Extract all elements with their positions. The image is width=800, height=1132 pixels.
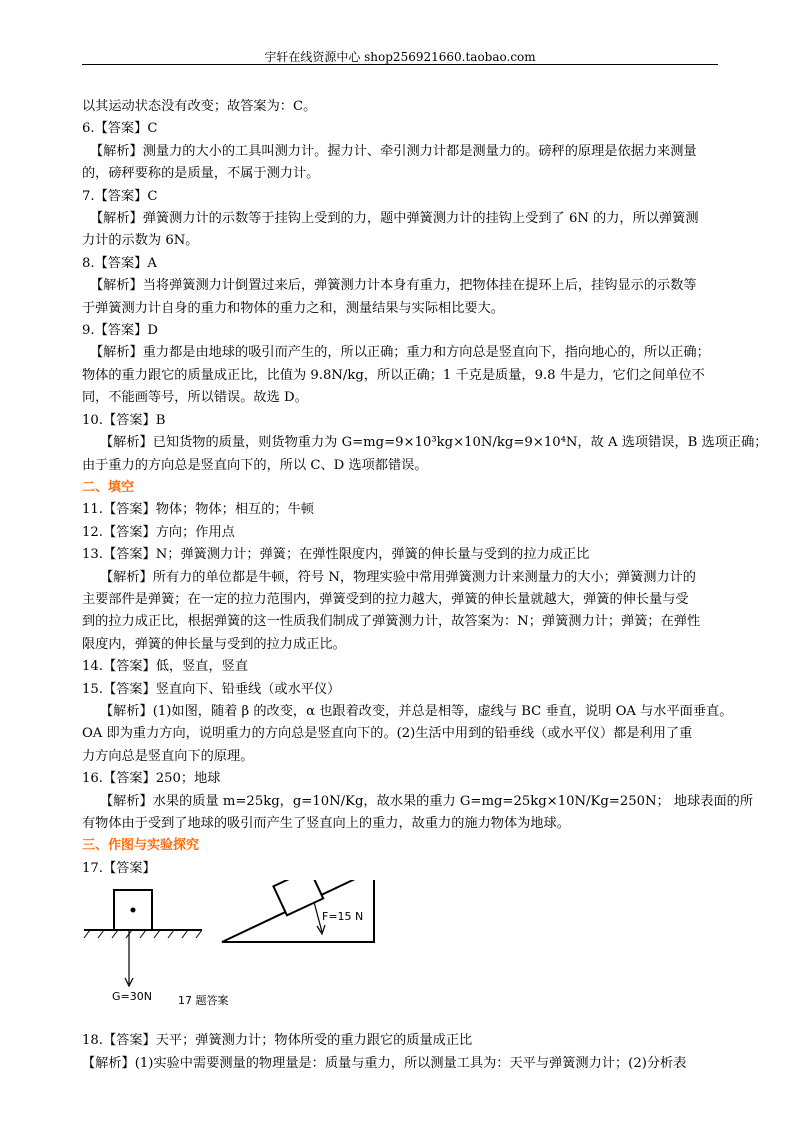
answer-line-17: 17.【答案】 xyxy=(82,860,156,876)
text-line: 的，磅秤要称的是质量，不属于测力计。 xyxy=(82,166,320,182)
analysis-line: 【解析】(1)实验中需要测量的物理量是：质量与重力，所以测量工具为：天平与弹簧测力计；(2)分析表 xyxy=(82,1055,687,1071)
analysis-line: 【解析】已知货物的质量，则货物重力为 G=mg=9×10³kg×10N/kg=9×10⁴N，故 A 选项错误，B 选项正确； xyxy=(100,435,768,451)
answer-line-15: 15.【答案】竖直向下、铅垂线（或水平仪） xyxy=(82,681,341,697)
text-line: 力方向总是竖直向下的原理。 xyxy=(82,748,254,764)
answer-line-18: 18.【答案】天平；弹簧测力计；物体所受的重力跟它的质量成正比 xyxy=(82,1033,473,1049)
text-line: 于弹簧测力计自身的重力和物体的重力之和，测量结果与实际相比要大。 xyxy=(82,300,504,316)
text-line: 以其运动状态没有改变；故答案为：C。 xyxy=(82,99,317,114)
answer-line-7: 7.【答案】C xyxy=(82,188,158,204)
analysis-line: 【解析】弹簧测力计的示数等于挂钩上受到的力，题中弹簧测力计的挂钩上受到了 6N 的力，所以弹簧测 xyxy=(90,211,699,227)
answer-line-12: 12.【答案】方向；作用点 xyxy=(82,524,235,540)
analysis-line: 【解析】测量力的大小的工具叫测力计。握力计、牵引测力计都是测量力的。磅秤的原理是依据力来测量 xyxy=(90,143,697,159)
analysis-line: 【解析】当将弹簧测力计倒置过来后，弹簧测力计本身有重力，把物体挂在提环上后，挂钩显示的示数等 xyxy=(90,278,697,294)
text-line: 力计的示数为 6N。 xyxy=(82,233,199,249)
analysis-line: 【解析】所有力的单位都是牛顿，符号 N，物理实验中常用弹簧测力计来测量力的大小；弹簧测力计的 xyxy=(100,569,696,585)
answer-17-figure xyxy=(82,880,718,1030)
answer-line-10: 10.【答案】B xyxy=(82,412,166,428)
pressure-label: F=15 N xyxy=(322,910,364,924)
answer-content xyxy=(82,96,768,1075)
answer-line-11: 11.【答案】物体；物体；相互的；牛顿 xyxy=(82,502,314,518)
answer-line-13: 13.【答案】N；弹簧测力计；弹簧；在弹性限度内，弹簧的伸长量与受到的拉力成正比 xyxy=(82,547,590,563)
gravity-label: G=30N xyxy=(112,990,152,1004)
text-line: 由于重力的方向总是竖直向下的，所以 C、D 选项都错误。 xyxy=(82,457,428,473)
analysis-line: 【解析】(1)如图，随着 β 的改变，α 也跟着改变，并总是相等，虚线与 BC 垂直，说明 OA 与水平面垂直。 xyxy=(100,703,733,719)
analysis-line: 【解析】水果的质量 m=25kg，g=10N/Kg，故水果的重力 G=mg=25kg×10N/Kg=250N； 地球表面的所 xyxy=(100,793,754,809)
text-line: 到的拉力成正比，根据弹簧的这一性质我们制成了弹簧测力计，故答案为：N；弹簧测力计；弹簧；在弹性 xyxy=(82,614,701,630)
figure-caption: 17 题答案 xyxy=(178,994,229,1008)
text-line: 同，不能画等号，所以错误。故选 D。 xyxy=(82,390,308,406)
answer-line-9: 9.【答案】D xyxy=(82,323,158,339)
text-line: 物体的重力跟它的质量成正比，比值为 9.8N/kg，所以正确；1 千克是质量，9.8 牛是力，它们之间单位不 xyxy=(82,367,705,383)
answer-line-14: 14.【答案】低，竖直，竖直 xyxy=(82,659,249,675)
section-heading-fill-blank: 二、填空 xyxy=(82,479,135,495)
text-line: 主要部件是弹簧；在一定的拉力范围内，弹簧受到的拉力越大，弹簧的伸长量就越大，弹簧的伸长量与受 xyxy=(82,591,689,607)
text-line: OA 即为重力方向，说明重力的方向总是竖直向下的。(2)生活中用到的铅垂线（或水平仪）都是利用了重 xyxy=(82,726,693,742)
analysis-line: 【解析】重力都是由地球的吸引而产生的，所以正确；重力和方向总是竖直向下，指向地心的，所以正确； xyxy=(90,345,710,361)
ground-hatching xyxy=(84,930,202,938)
header-divider xyxy=(82,64,718,65)
text-line: 有物体由于受到了地球的吸引而产生了竖直向上的重力，故重力的施力物体为地球。 xyxy=(82,816,570,831)
answer-line-8: 8.【答案】A xyxy=(82,255,157,271)
page-header: 宇轩在线资源中心 shop256921660.taobao.com xyxy=(264,50,536,64)
section-heading-drawing-experiment: 三、作图与实验探究 xyxy=(82,838,200,854)
answer-line-16: 16.【答案】250；地球 xyxy=(82,771,221,787)
center-of-gravity-dot xyxy=(131,908,136,913)
force-diagram xyxy=(82,880,718,1030)
answer-line-6: 6.【答案】C xyxy=(82,121,158,137)
text-line: 限度内，弹簧的伸长量与受到的拉力成正比。 xyxy=(82,636,346,652)
